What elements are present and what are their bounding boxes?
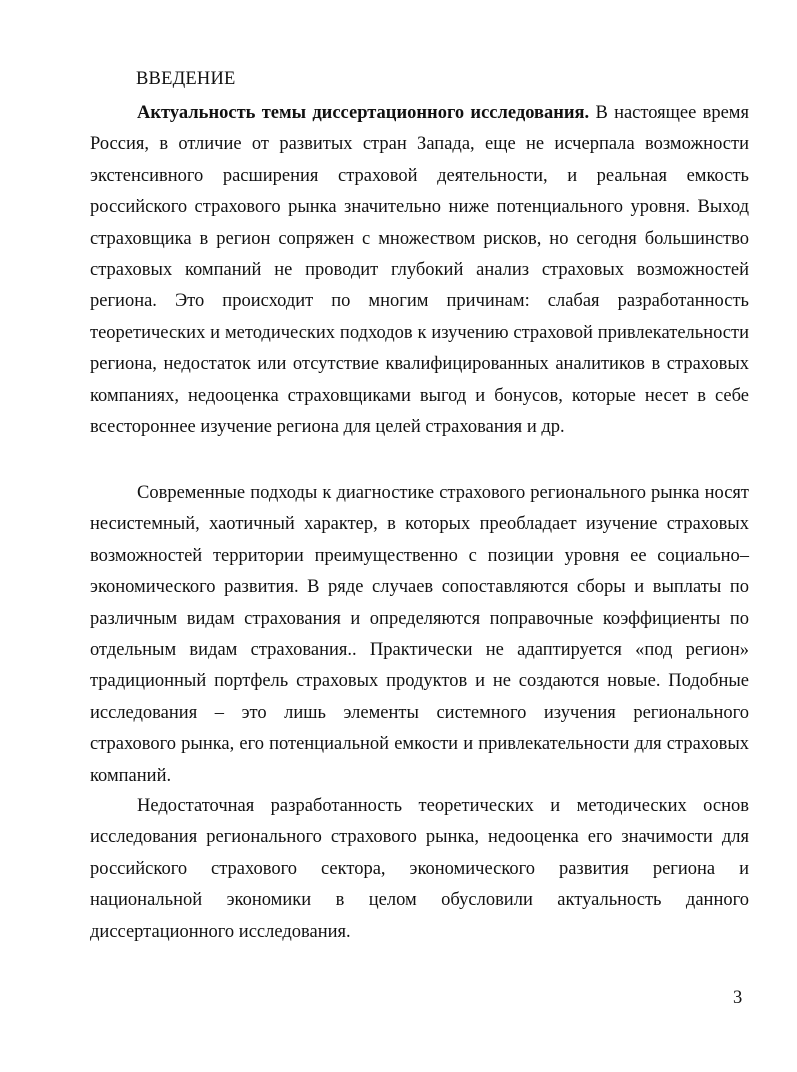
paragraph-text: В настоящее время Россия, в отличие от развитых стран Запада, еще не исчерпала возможности экстенсивного расширения страховой деятельности, и реальная емкость российского страхового рынка значительно ниже потенциального уровня. Выход страховщика в регион сопряжен с множеством рисков, но сегодня большинство страховых компаний не проводит глубокий анализ страховых возможностей региона. Это происходит по многим причинам: слабая разработанность теоретических и методических подходов к изучению страховой привлекательности региона, недостаток или отсутствие квалифицированных аналитиков в страховых компаниях, недооценка страховщиками выгод и бонусов, которые несет в себе всестороннее изучение региона для целей страхования и др.: [90, 103, 749, 438]
paragraph-insufficiency: Недостаточная разработанность теоретических и методических основ исследования регионального страхового рынка, недооценка его значимости для российского страхового сектора, экономического развития региона и национальной экономики в целом обусловили актуальность данного диссертационного исследования.: [90, 796, 749, 942]
paragraph-lead-bold: Актуальность темы диссертационного исследования.: [137, 103, 590, 123]
page-number: 3: [733, 988, 743, 1008]
paragraph-relevance: [90, 98, 749, 443]
paragraph-approaches: Современные подходы к диагностике страхового регионального рынка носят несистемный, хаотичный характер, в которых преобладает изучение страховых возможностей территории преимущественно с позиции уровня ее социально–экономического развития. В ряде случаев сопоставляются сборы и выплаты по различным видам страхования и определяются поправочные коэффициенты по отдельным видам страхования.. Практически не адаптируется «под регион» традиционный портфель страховых продуктов и не создаются новые. Подобные исследования – это лишь элементы системного изучения регионального страхового рынка, его потенциальной емкости и привлекательности для страховых компаний.: [90, 483, 749, 786]
section-heading: ВВЕДЕНИЕ: [136, 69, 236, 89]
